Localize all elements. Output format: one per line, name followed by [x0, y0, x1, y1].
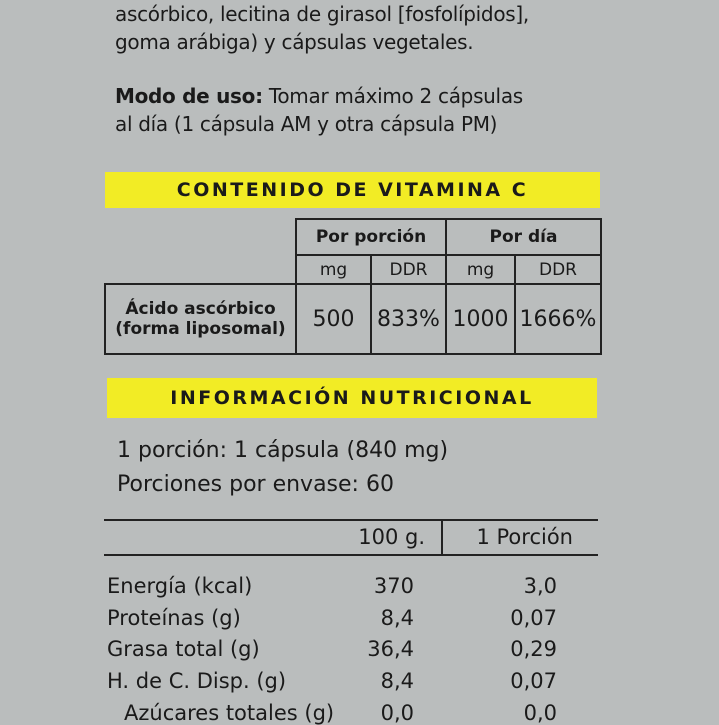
usage-label: Modo de uso: [115, 84, 263, 108]
divider [104, 554, 598, 556]
ddr-portion: 833% [370, 283, 447, 355]
value-100g: 8,4 [380, 605, 414, 630]
mg-portion: 500 [295, 283, 372, 355]
header-ddr: DDR [370, 254, 447, 285]
ddr-day: 1666% [514, 283, 602, 355]
nutrient-label: Azúcares totales (g) [124, 700, 335, 725]
servings-per-container: Porciones por envase: 60 [117, 472, 394, 497]
col-100g: 100 g. [358, 525, 425, 549]
value-100g: 370 [373, 574, 414, 598]
nutrient-label: Proteínas (g) [107, 605, 241, 630]
usage-text: Tomar máximo 2 cápsulas [262, 84, 523, 108]
divider [104, 519, 598, 521]
header-per-portion: Por porción [295, 218, 447, 256]
value-portion: 3,0 [523, 574, 557, 598]
nutrient-label [104, 283, 297, 355]
usage-line: al día (1 cápsula AM y otra cápsula PM) [115, 112, 498, 136]
value-100g: 0,0 [380, 700, 414, 725]
value-portion: 0,29 [510, 637, 557, 662]
divider [441, 520, 443, 555]
nutrient-label: Energía (kcal) [107, 574, 253, 598]
header-mg: mg [295, 254, 372, 285]
mg-day: 1000 [445, 283, 516, 355]
ingredients-line: goma arábiga) y cápsulas vegetales. [115, 30, 474, 54]
col-portion: 1 Porción [476, 525, 573, 549]
value-portion: 0,0 [523, 700, 557, 725]
header-per-day: Por día [445, 218, 602, 256]
header-mg: mg [445, 254, 516, 285]
ingredients-line: ascórbico, lecitina de girasol [fosfolípidos], [115, 2, 529, 26]
nutrient-label: Grasa total (g) [107, 637, 260, 662]
vitamin-c-title: CONTENIDO DE VITAMINA C [105, 172, 600, 208]
value-portion: 0,07 [510, 669, 557, 694]
usage-line [115, 84, 523, 108]
serving-size: 1 porción: 1 cápsula (840 mg) [117, 438, 449, 463]
value-100g: 36,4 [367, 637, 414, 662]
nutrient-label: H. de C. Disp. (g) [107, 669, 287, 694]
label-line: (forma liposomal) [115, 319, 286, 339]
value-100g: 8,4 [380, 669, 414, 694]
nutrition-title: INFORMACIÓN NUTRICIONAL [107, 378, 597, 418]
header-ddr: DDR [514, 254, 602, 285]
label-line: Ácido ascórbico [125, 299, 276, 319]
value-portion: 0,07 [510, 605, 557, 630]
